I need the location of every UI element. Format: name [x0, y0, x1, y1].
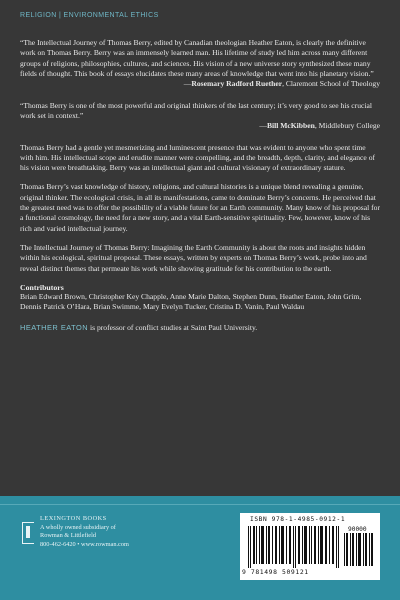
publisher-subsidiary: A wholly owned subsidiary of	[40, 523, 116, 531]
description-paragraph-3: The Intellectual Journey of Thomas Berry: Imagining the Earth Community is about the roots and insights hidden within his ecological, spiritual proposal. These essays, written by experts on Thomas Berry’s work, probe into and reveal distinct themes that permeate his work while showing gratitude for his contribution to the earth.	[20, 243, 367, 273]
price-addon-number: 90000	[348, 526, 367, 533]
publisher-logo-icon	[22, 522, 34, 544]
author-bio	[20, 323, 380, 333]
endorser-name: Bill McKibben	[266, 121, 315, 131]
publisher-parent: Rowman & Littlefield	[40, 532, 96, 539]
author-bio-text: is professor of conflict studies at Saint Paul University.	[88, 322, 258, 332]
publisher-contact: 800-462-6420 • www.rowman.com	[40, 540, 129, 548]
endorser-affiliation: , Middlebury College	[314, 121, 380, 131]
barcode-panel	[240, 513, 380, 580]
endorsement-1-text: “The Intellectual Journey of Thomas Berry, edited by Canadian theologian Heather Eaton, is clearly the definitive work on Thomas Berry. Berry was an immensely learned man. His lifetime of study led him across many different groups of religions, philosophies, cultures, and sciences. His vision of a new universe story synthesized these many fields of thought. This book of essays elucidates these many areas of knowledge that went into his planetary vision.”	[20, 38, 374, 78]
publisher-info	[40, 515, 129, 549]
endorsement-1	[20, 38, 380, 90]
ean-barcode-icon	[248, 526, 342, 568]
contributors-heading: Contributors	[20, 282, 64, 292]
endorsement-2-text: “Thomas Berry is one of the most powerful and original thinkers of the last century; it’s very good to see his crucial work set in context.”	[20, 100, 372, 120]
category-label: RELIGION | ENVIRONMENTAL ETHICS	[20, 12, 159, 19]
author-name: HEATHER EATON	[20, 322, 89, 332]
publisher-name: LEXINGTON BOOKS	[40, 515, 107, 522]
isbn-text: ISBN 978-1-4985-0912-1	[250, 516, 346, 523]
endorser-affiliation: , Claremont School of Theology	[282, 79, 380, 89]
description-paragraph-2: Thomas Berry’s vast knowledge of history, religions, and cultural histories is a unique blend revealing a genuine, original thinker. The ecological crisis, in all its manifestations, came to dominate Berry’s concerns. He perceived that the greatest need was to offer the possibility of a viable future for an Earth community. Many know of his proposal for a functional cosmology, the need for a new story, and a vital Earth-sensitive spirituality. Few, however, know of his rich and varied intellectual journey.	[20, 182, 380, 233]
endorsement-1-attribution: —Rosemary Radford Ruether, Claremont School of Theology	[183, 79, 380, 89]
band-divider	[0, 504, 400, 505]
contributors-list: Brian Edward Brown, Christopher Key Chapple, Anne Marie Dalton, Stephen Dunn, Heather Eaton, John Grim, Dennis Patrick O’Hara, Brian Swimme, Mary Evelyn Tucker, Cristina D. Vanin, Paul Waldau	[20, 291, 362, 312]
blurb-content	[20, 38, 380, 333]
endorser-name: Rosemary Radford Ruether	[191, 79, 283, 89]
description-paragraph-1: Thomas Berry had a gentle yet mesmerizing and luminescent presence that was evident to anyone who spent time with him. His intellectual scope and erudite manner were compelling, and the breadth, depth, clarity, and elegance of his vision were breathtaking. Berry was an intellectual giant and cultural visionary of extraordinary stature.	[20, 142, 376, 173]
ean-number: 9 781498 509121	[242, 568, 309, 576]
endorsement-2-attribution: —Bill McKibben, Middlebury College	[259, 121, 380, 131]
endorsement-2	[20, 101, 380, 132]
addon-barcode-icon	[344, 533, 374, 566]
